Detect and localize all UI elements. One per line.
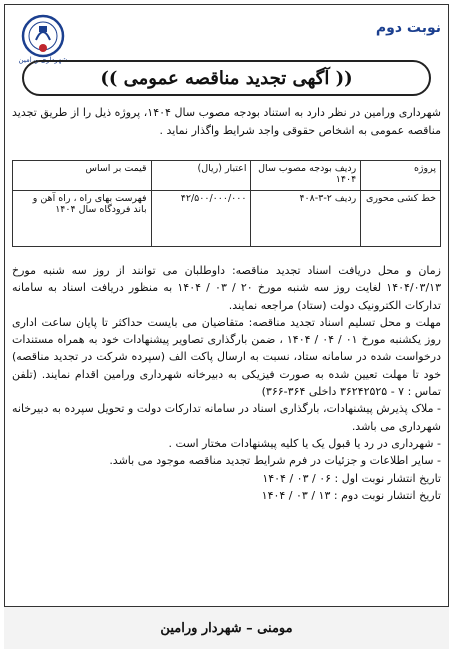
submission-deadline-paragraph: مهلت و محل تسلیم اسناد تجدید مناقصه: متقاضیان می بایست حداکثر تا پایان ساعت اداری روز یکشنبه مورخ ۰۱ / ۰۴ / ۱۴۰۴ ، ضمن بارگذاری تصاویر پیشنهادات خود به همراه مستندات درخواست شده در سامانه ستاد، نسبت به ارسال پاکت الف (سپرده شرکت در تجدید مناقصه) خود تا مهلت تعیین شده به صورت فیزیکی به دبیرخانه شهرداری ورامین اقدام نمایند. (تلفن تماس : ۷ - ۳۶۲۴۲۵۲۵ داخلی ۳۶۴-۳۶۶) [12,315,441,399]
notice-title: (( آگهی تجدید مناقصه عمومی )) [100,67,353,89]
cell-project: خط کشی محوری [361,191,441,247]
more-info-paragraph: - سایر اطلاعات و جزئیات در فرم شرایط تجدید مناقصه موجود می باشد. [109,454,441,468]
title-box [22,60,431,96]
cell-credit: ۴۲/۵۰۰/۰۰۰/۰۰۰ [151,191,251,247]
header-project: پروژه [361,161,441,191]
rejection-rights-paragraph: - شهرداری در رد یا قبول یک یا کلیه پیشنهادات مختار است . [168,436,441,450]
project-table [12,160,441,247]
cell-basis: فهرست بهای راه ، راه آهن و باند فرودگاه سال ۱۴۰۴ [13,191,152,247]
round-label: نوبت دوم [375,20,441,36]
first-publication-date: تاریخ انتشار نوبت اول : ۰۶ / ۰۳ / ۱۴۰۴ [262,471,441,485]
mayor-signature: مومنی – شهردار ورامین [160,620,293,636]
notice-header [12,10,441,64]
cell-budget-row: ردیف ۲-۳-۴۰۸ [251,191,361,247]
acceptance-criteria-paragraph: - ملاک پذیرش پیشنهادات، بارگذاری اسناد در سامانه تدارکات دولت و تحویل سپرده به دبیرخانه شهرداری می باشد. [12,402,441,433]
intro-paragraph: شهرداری ورامین در نظر دارد به استناد بودجه مصوب سال ۱۴۰۴، پروژه ذیل را از طریق تجدید مناقصه عمومی به اشخاص حقوقی واجد شرایط واگذار نماید . [12,106,442,137]
header-credit: اعتبار (ریال) [151,161,251,191]
second-publication-date: تاریخ انتشار نوبت دوم : ۱۳ / ۰۳ / ۱۴۰۴ [261,488,441,502]
notice-body [12,262,441,504]
table-header-row [13,161,441,191]
header-basis: قیمت بر اساس [13,161,152,191]
table-row [13,191,441,247]
signature-footer [4,606,449,649]
logo-text: شهرداری ورامین [18,56,68,64]
header-budget-row: ردیف بودجه مصوب سال ۱۴۰۴ [251,161,361,191]
documents-receipt-paragraph: زمان و محل دریافت اسناد تجدید مناقصه: داوطلبان می توانند از روز سه شنبه مورخ ۱۴۰۴/۰۳/۱۳ لغایت روز سه شنبه مورخ ۲۰ / ۰۳ / ۱۴۰۴ به منظور دریافت اسناد به سامانه تدارکات الکترونیک دولت (ستاد) مراجعه نمایند. [12,264,441,312]
